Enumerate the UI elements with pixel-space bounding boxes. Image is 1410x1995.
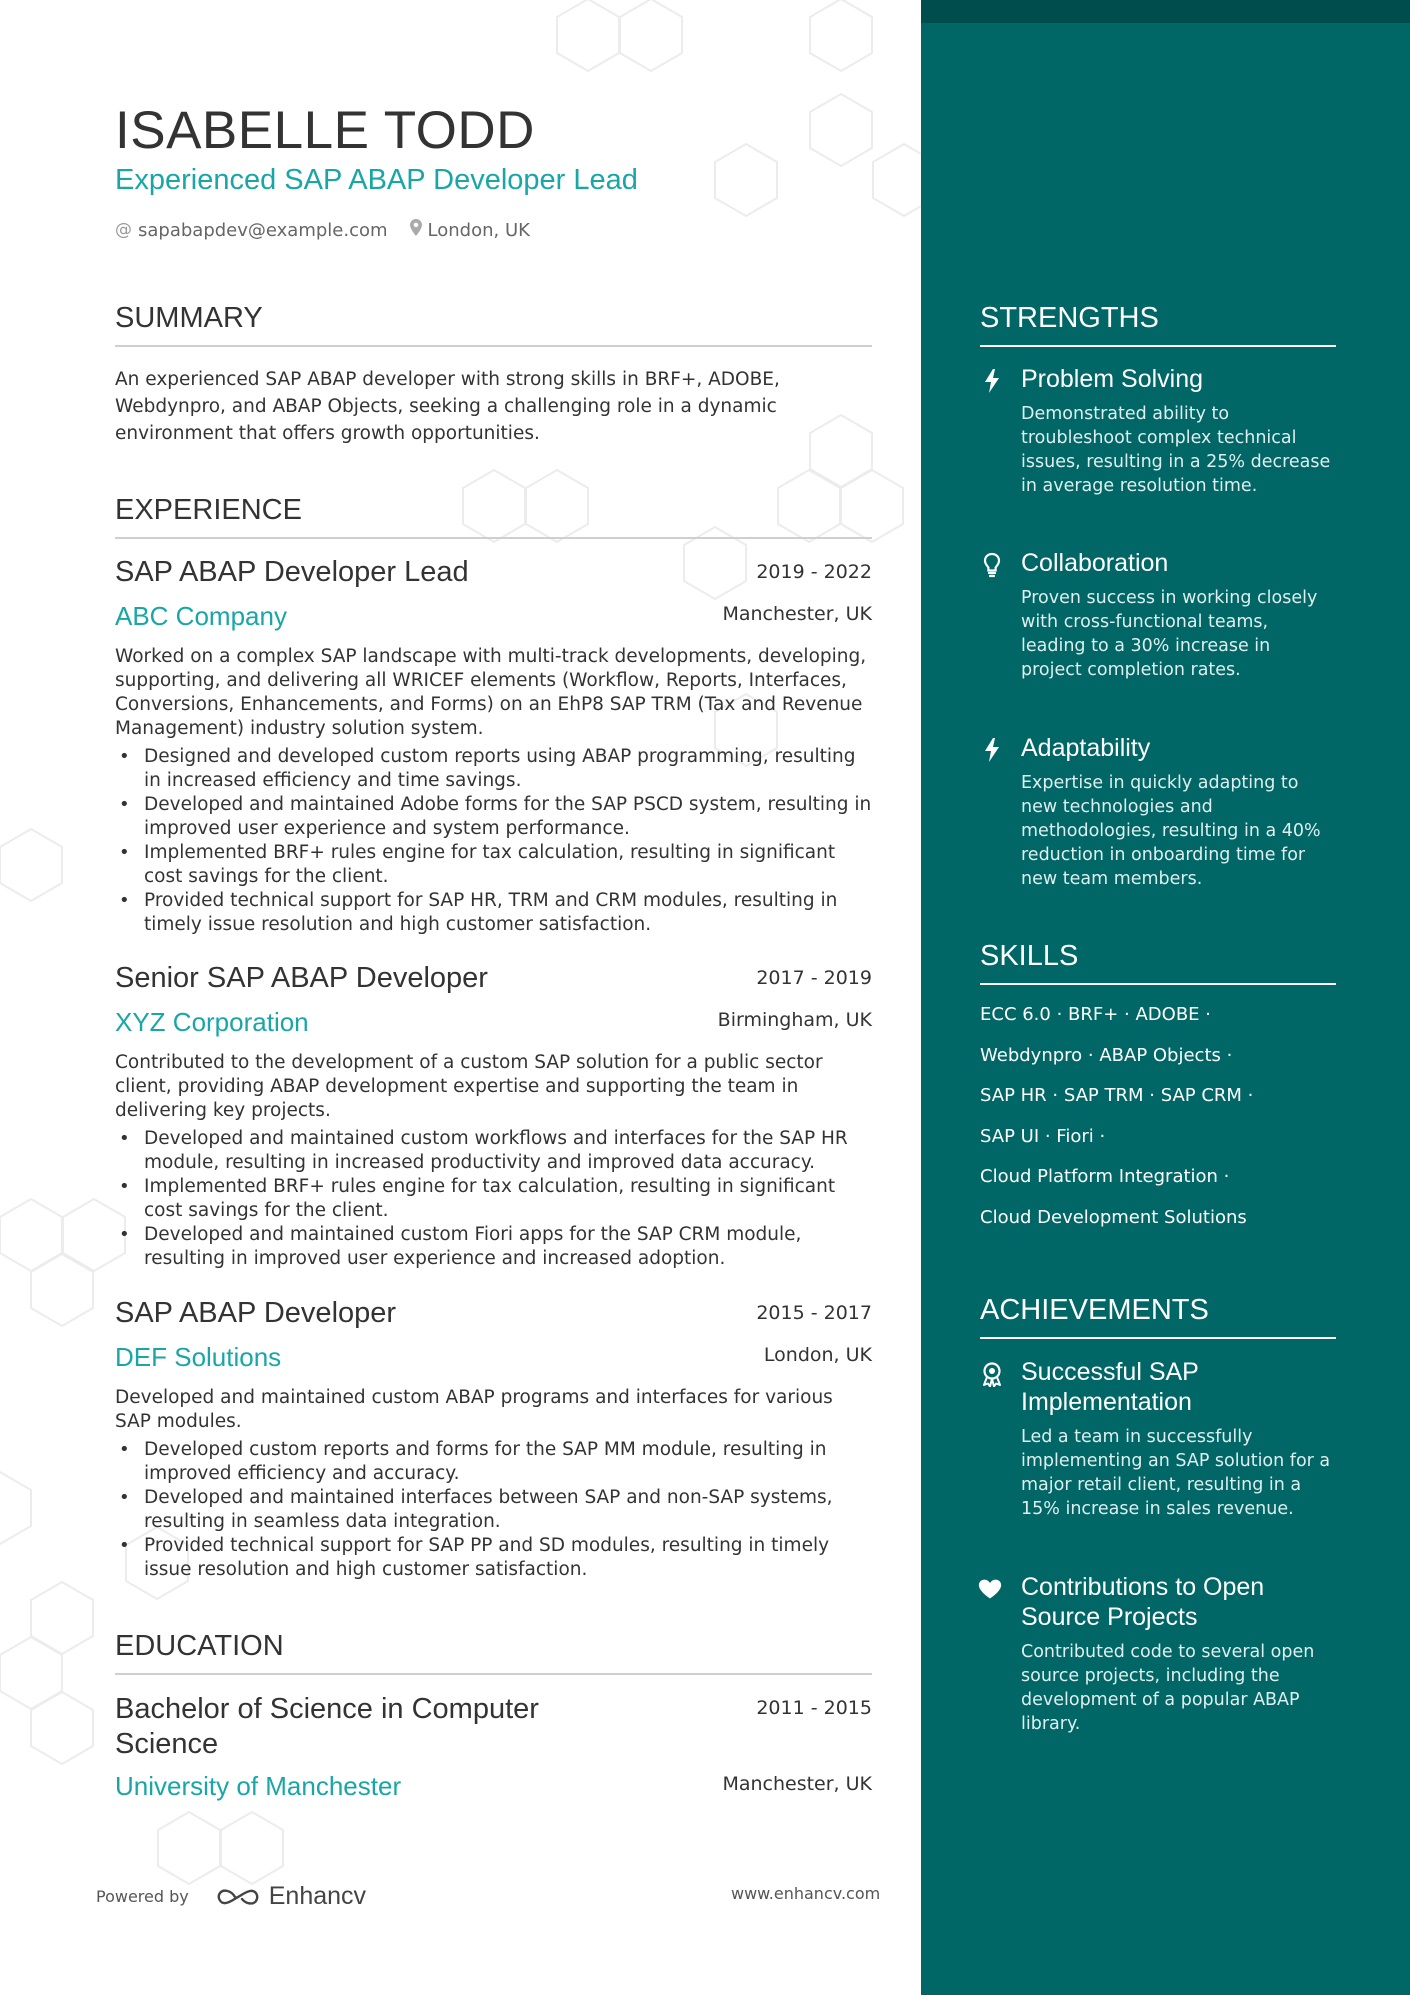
strength-title: Adaptability — [1021, 734, 1151, 762]
sidebar-top-bar — [921, 0, 1410, 23]
enhancv-logo[interactable] — [215, 1882, 366, 1911]
strength-description: Proven success in working closely with cross-functional teams, leading to a 30% increase in project completion rates. — [1021, 588, 1318, 680]
achievement-title-line: Contributions to Open — [1021, 1573, 1265, 1601]
achievement-item — [980, 1572, 1336, 1736]
powered-by-label: Powered by — [96, 1887, 189, 1906]
job-dates: 2015 - 2017 — [756, 1302, 872, 1324]
pin-icon — [410, 219, 422, 241]
achievement-description: Contributed code to several open source projects, including the development of a popular ABAP library. — [1021, 1642, 1315, 1734]
achievement-title-line: Successful SAP — [1021, 1358, 1199, 1386]
experience-heading: EXPERIENCE — [115, 494, 872, 539]
strength-title: Collaboration — [1021, 549, 1169, 577]
skill-line: ECC 6.0 · BRF+ · ADOBE · — [980, 1004, 1211, 1025]
strength-description: Demonstrated ability to troubleshoot complex technical issues, resulting in a 25% decrease in average resolution time. — [1021, 404, 1331, 496]
job-description: Contributed to the development of a custom SAP solution for a public sector client, providing ABAP development expertise and supporting the team in delivering key projects. — [115, 1052, 823, 1121]
list-item: • Implemented BRF+ rules engine for tax calculation, resulting in significant cost savings for the client. — [115, 1175, 872, 1223]
strength-title: Problem Solving — [1021, 365, 1204, 393]
education-dates: 2011 - 2015 — [756, 1697, 872, 1719]
skill-line: Cloud Development Solutions — [980, 1206, 1247, 1228]
enhancv-brand: Enhancv — [268, 1882, 367, 1910]
education-heading: EDUCATION — [115, 1630, 872, 1675]
achievements-heading: ACHIEVEMENTS — [980, 1294, 1336, 1339]
job-location: Manchester, UK — [722, 603, 872, 625]
achievement-title-line: Source Projects — [1021, 1603, 1198, 1631]
list-item: • Developed and maintained custom Fiori apps for the SAP CRM module, resulting in improved user experience and increased adoption. — [115, 1223, 872, 1271]
skills-heading: SKILLS — [980, 940, 1336, 985]
skill-line: SAP UI · Fiori · — [980, 1125, 1106, 1147]
job-dates: 2017 - 2019 — [756, 967, 872, 989]
achievement-item — [980, 1357, 1336, 1521]
school-name: University of Manchester — [115, 1771, 402, 1801]
list-item: • Designed and developed custom reports using ABAP programming, resulting in increased efficiency and time savings. — [115, 745, 872, 793]
list-item: • Developed and maintained Adobe forms for the SAP PSCD system, resulting in improved user experience and system performance. — [115, 793, 872, 841]
lightning-bolt-icon — [980, 368, 1004, 394]
strength-item — [980, 548, 1336, 682]
job-company: ABC Company — [115, 601, 287, 631]
at-icon: @ — [115, 220, 132, 240]
list-item: • Developed and maintained custom workflows and interfaces for the SAP HR module, resulting in increased productivity and improved data accuracy. — [115, 1127, 872, 1175]
job-title: Senior SAP ABAP Developer — [115, 962, 488, 994]
job-description: Worked on a complex SAP landscape with multi-track developments, developing, supporting, and delivering all WRICEF elements (Workflow, Reports, Interfaces, Conversions, Enhancements, and Forms) on an EhP8 SAP TRM (Tax and Revenue Management) industry solution system. — [115, 646, 867, 739]
strength-description: Expertise in quickly adapting to new technologies and methodologies, resulting in a 40% reduction in onboarding time for new team members. — [1021, 773, 1321, 889]
lightning-bolt-icon — [980, 737, 1004, 763]
job-title: SAP ABAP Developer — [115, 1297, 397, 1329]
job-description: Developed and maintained custom ABAP programs and interfaces for various SAP modules. — [115, 1387, 833, 1432]
skills-list — [980, 995, 1336, 1238]
heart-icon — [978, 1576, 1002, 1602]
school-location: Manchester, UK — [722, 1773, 872, 1795]
contact-location: London, UK — [427, 219, 530, 241]
job-bullets — [115, 1127, 872, 1271]
job-bullets — [115, 1438, 872, 1582]
enhancv-logo-icon — [215, 1885, 261, 1909]
sidebar — [921, 0, 1410, 1995]
footer-website[interactable]: www.enhancv.com — [731, 1884, 881, 1903]
job-company: DEF Solutions — [115, 1342, 282, 1372]
strengths-heading: STRENGTHS — [980, 302, 1336, 347]
award-ribbon-icon — [980, 1361, 1004, 1387]
achievement-title-line: Implementation — [1021, 1388, 1192, 1416]
degree-title — [115, 1692, 539, 1762]
job-bullets — [115, 745, 872, 937]
job-company: XYZ Corporation — [115, 1007, 309, 1037]
job-location: Birmingham, UK — [717, 1009, 872, 1031]
list-item: • Developed custom reports and forms for the SAP MM module, resulting in improved efficiency and accuracy. — [115, 1438, 872, 1486]
skill-line: SAP HR · SAP TRM · SAP CRM · — [980, 1085, 1254, 1106]
job-title: SAP ABAP Developer Lead — [115, 556, 469, 588]
skill-line: Cloud Platform Integration · — [980, 1166, 1230, 1187]
summary-text: An experienced SAP ABAP developer with strong skills in BRF+, ADOBE, Webdynpro, and ABAP Objects, seeking a challenging role in a dynamic environment that offers growth opportunities. — [115, 369, 780, 444]
list-item: • Implemented BRF+ rules engine for tax calculation, resulting in significant cost savings for the client. — [115, 841, 872, 889]
achievement-title — [1021, 1572, 1336, 1632]
strength-item — [980, 364, 1336, 498]
contact-email[interactable]: sapabapdev@example.com — [138, 219, 388, 241]
footer-powered-by — [96, 1882, 366, 1911]
achievement-title — [1021, 1357, 1336, 1417]
list-item: • Provided technical support for SAP PP and SD modules, resulting in timely issue resolution and high customer satisfaction. — [115, 1534, 872, 1582]
contact-info — [115, 219, 530, 241]
summary-heading: SUMMARY — [115, 302, 872, 347]
job-location: London, UK — [763, 1344, 872, 1366]
degree-line: Science — [115, 1728, 219, 1760]
skill-line: Webdynpro · ABAP Objects · — [980, 1044, 1233, 1066]
strength-item — [980, 733, 1336, 891]
candidate-name: ISABELLE TODD — [115, 101, 535, 160]
list-item: • Provided technical support for SAP HR, TRM and CRM modules, resulting in timely issue resolution and high customer satisfaction. — [115, 889, 872, 937]
degree-line: Bachelor of Science in Computer — [115, 1693, 539, 1725]
lightbulb-icon — [980, 552, 1004, 578]
list-item: • Developed and maintained interfaces between SAP and non-SAP systems, resulting in seamless data integration. — [115, 1486, 872, 1534]
achievement-description: Led a team in successfully implementing an SAP solution for a major retail client, resulting in a 15% increase in sales revenue. — [1021, 1427, 1331, 1519]
job-dates: 2019 - 2022 — [756, 561, 872, 583]
candidate-title: Experienced SAP ABAP Developer Lead — [115, 164, 638, 196]
